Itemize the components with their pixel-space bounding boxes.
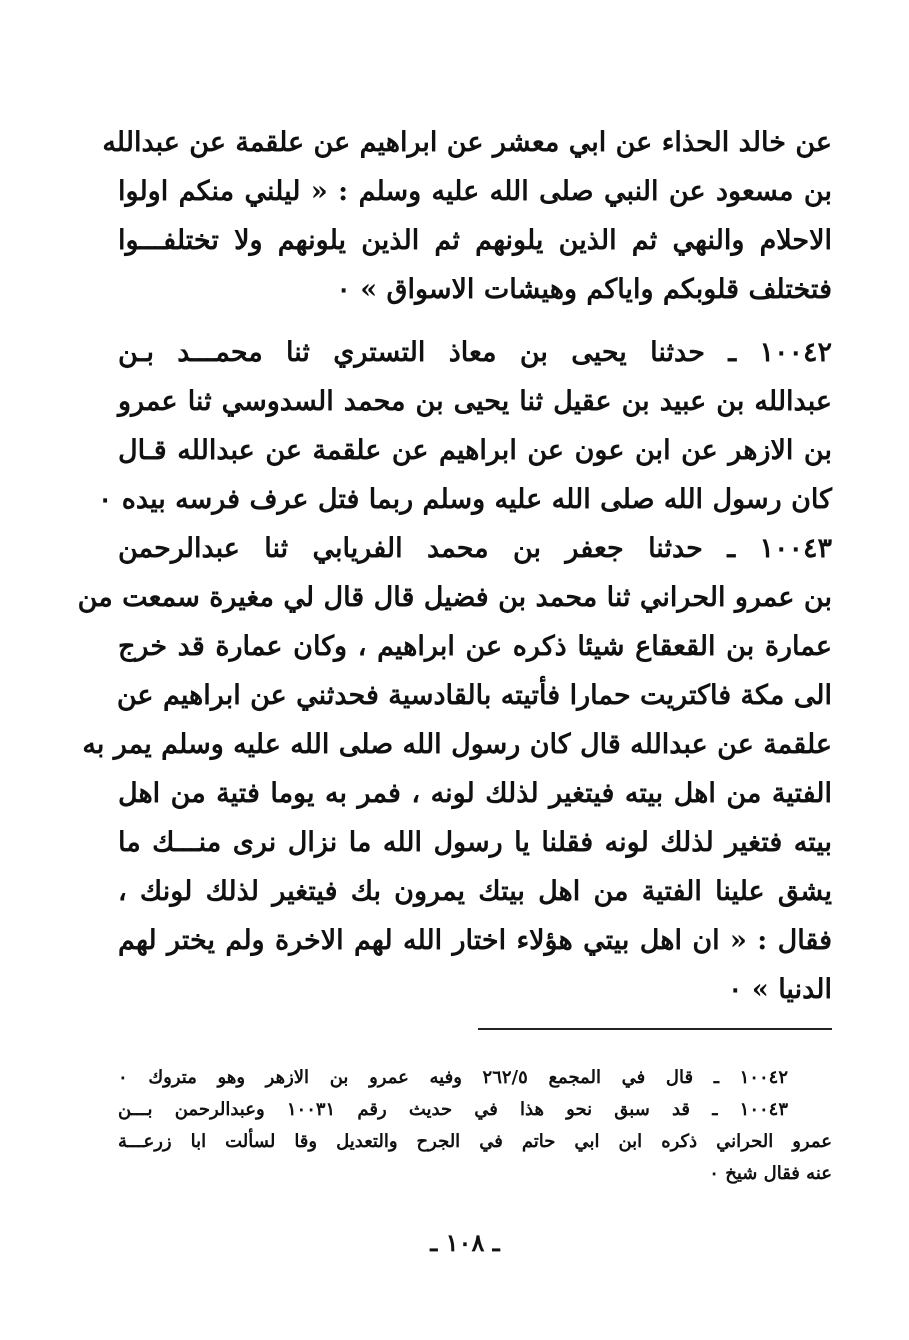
text-line: بن الازهر عن ابن عون عن ابراهيم عن علقمة عن عبدالله قـال	[118, 435, 832, 466]
text-line: كان رسول الله صلى الله عليه وسلم ربما فتل عرف فرسه بيده ٠	[97, 484, 832, 515]
text-line: ١٠٠٤٢ ـ حدثنا يحيى بن معاذ التستري ثنا محمـــد بـن	[118, 337, 832, 368]
text-line: عمارة بن القعقاع شيئا ذكره عن ابراهيم ، وكان عمارة قد خرج	[118, 631, 832, 662]
text-line: الفتية من اهل بيته فيتغير لذلك لونه ، فمر به يوما فتية من اهل	[118, 778, 832, 809]
footnote-line: عمرو الحراني ذكره ابن ابي حاتم في الجرح والتعديل وقا لسألت ابا زرعـــة	[118, 1131, 832, 1152]
hadith-10043	[77, 524, 832, 1014]
text-line: يشق علينا الفتية من اهل بيتك يمرون بك فيتغير لذلك لونك ،	[118, 876, 832, 907]
text-line: فقال : « ان اهل بيتي هؤلاء اختار الله لهم الاخرة ولم يختر لهم	[118, 925, 832, 956]
footnote-line: ١٠٠٤٢ ـ قال في المجمع ٢٦٢/٥ وفيه عمرو بن الازهر وهو متروك ٠	[118, 1067, 788, 1088]
footnote-line: ١٠٠٤٣ ـ قد سبق نحو هذا في حديث رقم ١٠٠٣١ وعبدالرحمن بـــن	[118, 1099, 789, 1120]
text-line: عبدالله بن عبيد بن عقيل ثنا يحيى بن محمد السدوسي ثنا عمرو	[118, 386, 832, 417]
text-line: الاحلام والنهي ثم الذين يلونهم ثم الذين يلونهم ولا تختلفـــوا	[118, 225, 832, 256]
main-text	[77, 118, 832, 1014]
text-line: الى مكة فاكتريت حمارا فأتيته بالقادسية فحدثني عن ابراهيم عن	[116, 680, 832, 711]
text-line: بن مسعود عن النبي صلى الله عليه وسلم : « ليلني منكم اولوا	[118, 176, 832, 207]
page-number: ـ ١٠٨ ـ	[430, 1228, 500, 1257]
footnote-line: عنه فقال شيخ ٠	[709, 1163, 832, 1184]
text-line: الدنيا » ٠	[728, 974, 832, 1005]
text-line: بن عمرو الحراني ثنا محمد بن فضيل قال قال لي مغيرة سمعت من	[77, 582, 832, 613]
text-line: عن خالد الحذاء عن ابي معشر عن ابراهيم عن علقمة عن عبدالله	[102, 127, 832, 158]
footnotes	[118, 1062, 832, 1190]
text-line: علقمة عن عبدالله قال كان رسول الله صلى الله عليه وسلم يمر به	[82, 729, 832, 760]
paragraph-gap	[118, 314, 832, 328]
text-line: ١٠٠٤٣ ـ حدثنا جعفر بن محمد الفريابي ثنا عبدالرحمن	[118, 533, 832, 564]
hadith-10042	[97, 328, 832, 524]
footnote-separator	[478, 1028, 832, 1030]
text-line: فتختلف قلوبكم واياكم وهيشات الاسواق » ٠	[336, 274, 832, 305]
text-line: بيته فتغير لذلك لونه فقلنا يا رسول الله ما نزال نرى منـــك ما	[118, 827, 832, 858]
paragraph-continuation	[102, 118, 832, 314]
